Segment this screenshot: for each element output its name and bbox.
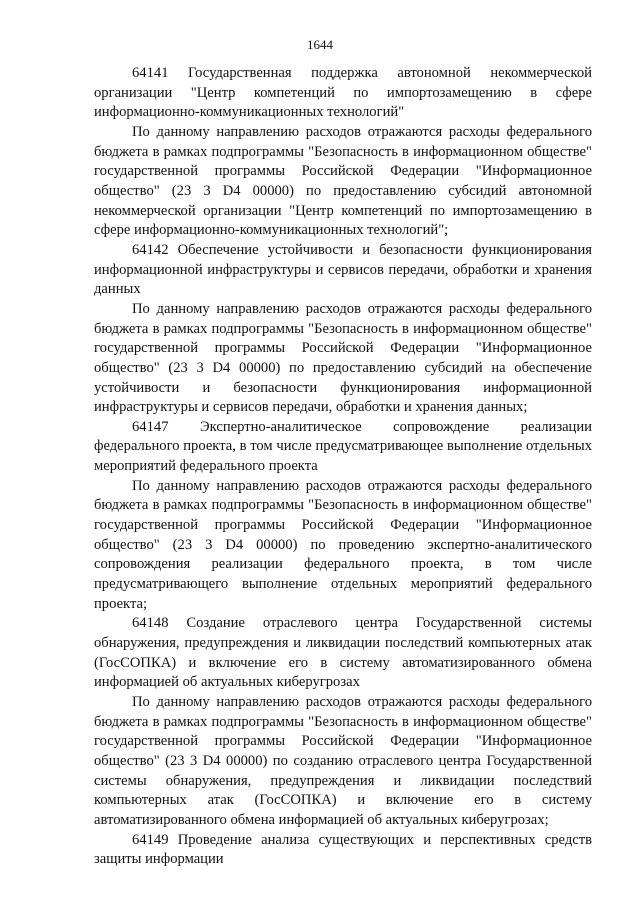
paragraph-64141-description: По данному направлению расходов отражаются расходы федерального бюджета в рамках подпрограммы "Безопасность в информационном обществе" государственной программы Российской Федерации "Информационное общество" (23 3 D4 00000) по предоставлению субсидий автономной некоммерческой организации "Центр компетенций по импортозамещению в сфере информационно-коммуникационных технологий"; [94,123,592,239]
paragraph-64147-description: По данному направлению расходов отражаются расходы федерального бюджета в рамках подпрограммы "Безопасность в информационном обществе" государственной программы Российской Федерации "Информационное общество" (23 3 D4 00000) по проведению экспертно-аналитического сопровождения реализации федерального проекта, в том числе предусматривающего выполнение отдельных мероприятий федерального проекта; [94,477,592,612]
heading-64148: 64148 Создание отраслевого центра Государственной системы обнаружения, предупреждения и ликвидации последствий компьютерных атак (ГосСОПКА) и включение его в систему автоматизированного обмена информацией об актуальных киберугрозах [94,615,592,691]
paragraph-64142-description: По данному направлению расходов отражаются расходы федерального бюджета в рамках подпрограммы "Безопасность в информационном обществе" государственной программы Российской Федерации "Информационное общество" (23 3 D4 00000) по предоставлению субсидий на обеспечение устойчивости и безопасности функционирования информационной инфраструктуры и сервисов передачи, обработки и хранения данных; [94,300,592,416]
heading-64142: 64142 Обеспечение устойчивости и безопасности функционирования информационной инфраструктуры и сервисов передачи, обработки и хранения данных [94,241,592,298]
paragraph-64148-description: По данному направлению расходов отражаются расходы федерального бюджета в рамках подпрограммы "Безопасность в информационном обществе" государственной программы Российской Федерации "Информационное общество" (23 3 D4 00000) по созданию отраслевого центра Государственной системы обнаружения, предупреждения и ликвидации последствий компьютерных атак (ГосСОПКА) и включение его в систему автоматизированного обмена информацией об актуальных киберугрозах; [94,694,592,828]
page-number: 1644 [307,37,333,52]
heading-64149: 64149 Проведение анализа существующих и перспективных средств защиты информации [94,831,592,868]
heading-64147: 64147 Экспертно-аналитическое сопровождение реализации федерального проекта, в том числе предусматривающее выполнение отдельных мероприятий федерального проекта [94,418,592,475]
heading-64141: 64141 Государственная поддержка автономной некоммерческой организации "Центр компетенций по импортозамещению в сфере информационно-коммуникационных технологий" [94,65,592,121]
document-body [94,64,592,870]
